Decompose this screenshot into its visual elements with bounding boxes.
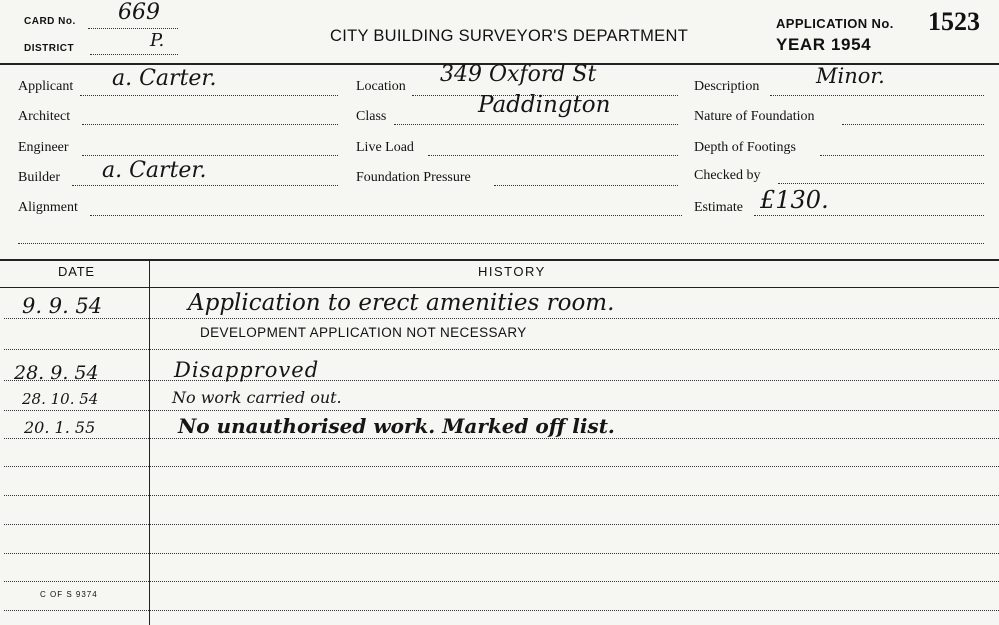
foundation-pressure-line	[494, 185, 678, 186]
location-label: Location	[356, 79, 406, 94]
history-rule	[4, 318, 999, 319]
history-rule	[4, 466, 999, 467]
builder-line	[72, 185, 338, 186]
nature-of-foundation-line	[842, 124, 984, 125]
history-rule	[4, 438, 999, 439]
history-rule	[4, 410, 999, 411]
estimate-value: £130.	[760, 186, 829, 214]
history-row-1-entry: Application to erect amenities room.	[188, 290, 615, 316]
card-no-value: 669	[118, 0, 160, 25]
builder-label: Builder	[18, 170, 60, 185]
applicant-value: a. Carter.	[112, 66, 217, 91]
department-title: CITY BUILDING SURVEYOR'S DEPARTMENT	[330, 27, 689, 45]
history-header-rule	[0, 287, 999, 288]
checked-by-label: Checked by	[694, 168, 761, 183]
depth-of-footings-line	[820, 155, 984, 156]
form-code: C OF S 9374	[40, 590, 98, 599]
class-line	[394, 124, 678, 125]
location-value: 349 Oxford St	[440, 62, 597, 87]
district-line	[90, 54, 178, 55]
depth-of-footings-label: Depth of Footings	[694, 140, 796, 155]
history-row-4-date: 28. 10. 54	[22, 390, 99, 408]
history-rule	[4, 524, 999, 525]
history-header: HISTORY	[478, 264, 546, 279]
alignment-line	[90, 215, 682, 216]
district-label: DISTRICT	[24, 43, 75, 54]
history-rule	[4, 581, 999, 582]
history-rule	[4, 380, 999, 381]
date-column-divider	[149, 259, 150, 625]
engineer-label: Engineer	[18, 140, 69, 155]
card-no-label: CARD No.	[24, 16, 76, 27]
history-row-5-entry: No unauthorised work. Marked off list.	[178, 414, 615, 438]
history-rule	[4, 495, 999, 496]
alignment-label: Alignment	[18, 200, 78, 215]
history-rule	[4, 553, 999, 554]
architect-line	[82, 124, 338, 125]
blank-detail-line	[18, 243, 984, 244]
description-line	[770, 95, 984, 96]
history-row-1-date: 9. 9. 54	[22, 294, 103, 318]
description-value: Minor.	[816, 64, 885, 88]
architect-label: Architect	[18, 109, 71, 124]
class-label: Class	[356, 109, 387, 124]
description-label: Description	[694, 79, 760, 94]
history-row-2-entry: DEVELOPMENT APPLICATION NOT NECESSARY	[200, 325, 527, 340]
nature-of-foundation-label: Nature of Foundation	[694, 109, 815, 124]
card-no-line	[88, 28, 178, 29]
live-load-line	[428, 155, 678, 156]
foundation-pressure-label: Foundation Pressure	[356, 170, 471, 185]
class-value: Paddington	[478, 92, 611, 118]
history-rule	[4, 610, 999, 611]
builder-value: a. Carter.	[102, 158, 207, 183]
history-row-5-date: 20. 1. 55	[24, 418, 96, 437]
history-row-4-entry: No work carried out.	[172, 388, 342, 407]
district-value: P.	[150, 30, 165, 51]
estimate-label: Estimate	[694, 200, 743, 215]
estimate-line	[754, 215, 984, 216]
application-no-label: APPLICATION No.	[776, 16, 894, 31]
history-row-3-date: 28. 9. 54	[14, 362, 99, 384]
year-label: YEAR 1954	[776, 35, 872, 54]
live-load-label: Live Load	[356, 140, 414, 155]
engineer-line	[82, 155, 338, 156]
application-no-value: 1523	[928, 7, 980, 36]
applicant-line	[80, 95, 338, 96]
history-row-3-entry: Disapproved	[174, 358, 320, 382]
history-rule	[4, 349, 999, 350]
applicant-label: Applicant	[18, 79, 74, 94]
checked-by-line	[778, 183, 984, 184]
date-header: DATE	[58, 264, 95, 279]
